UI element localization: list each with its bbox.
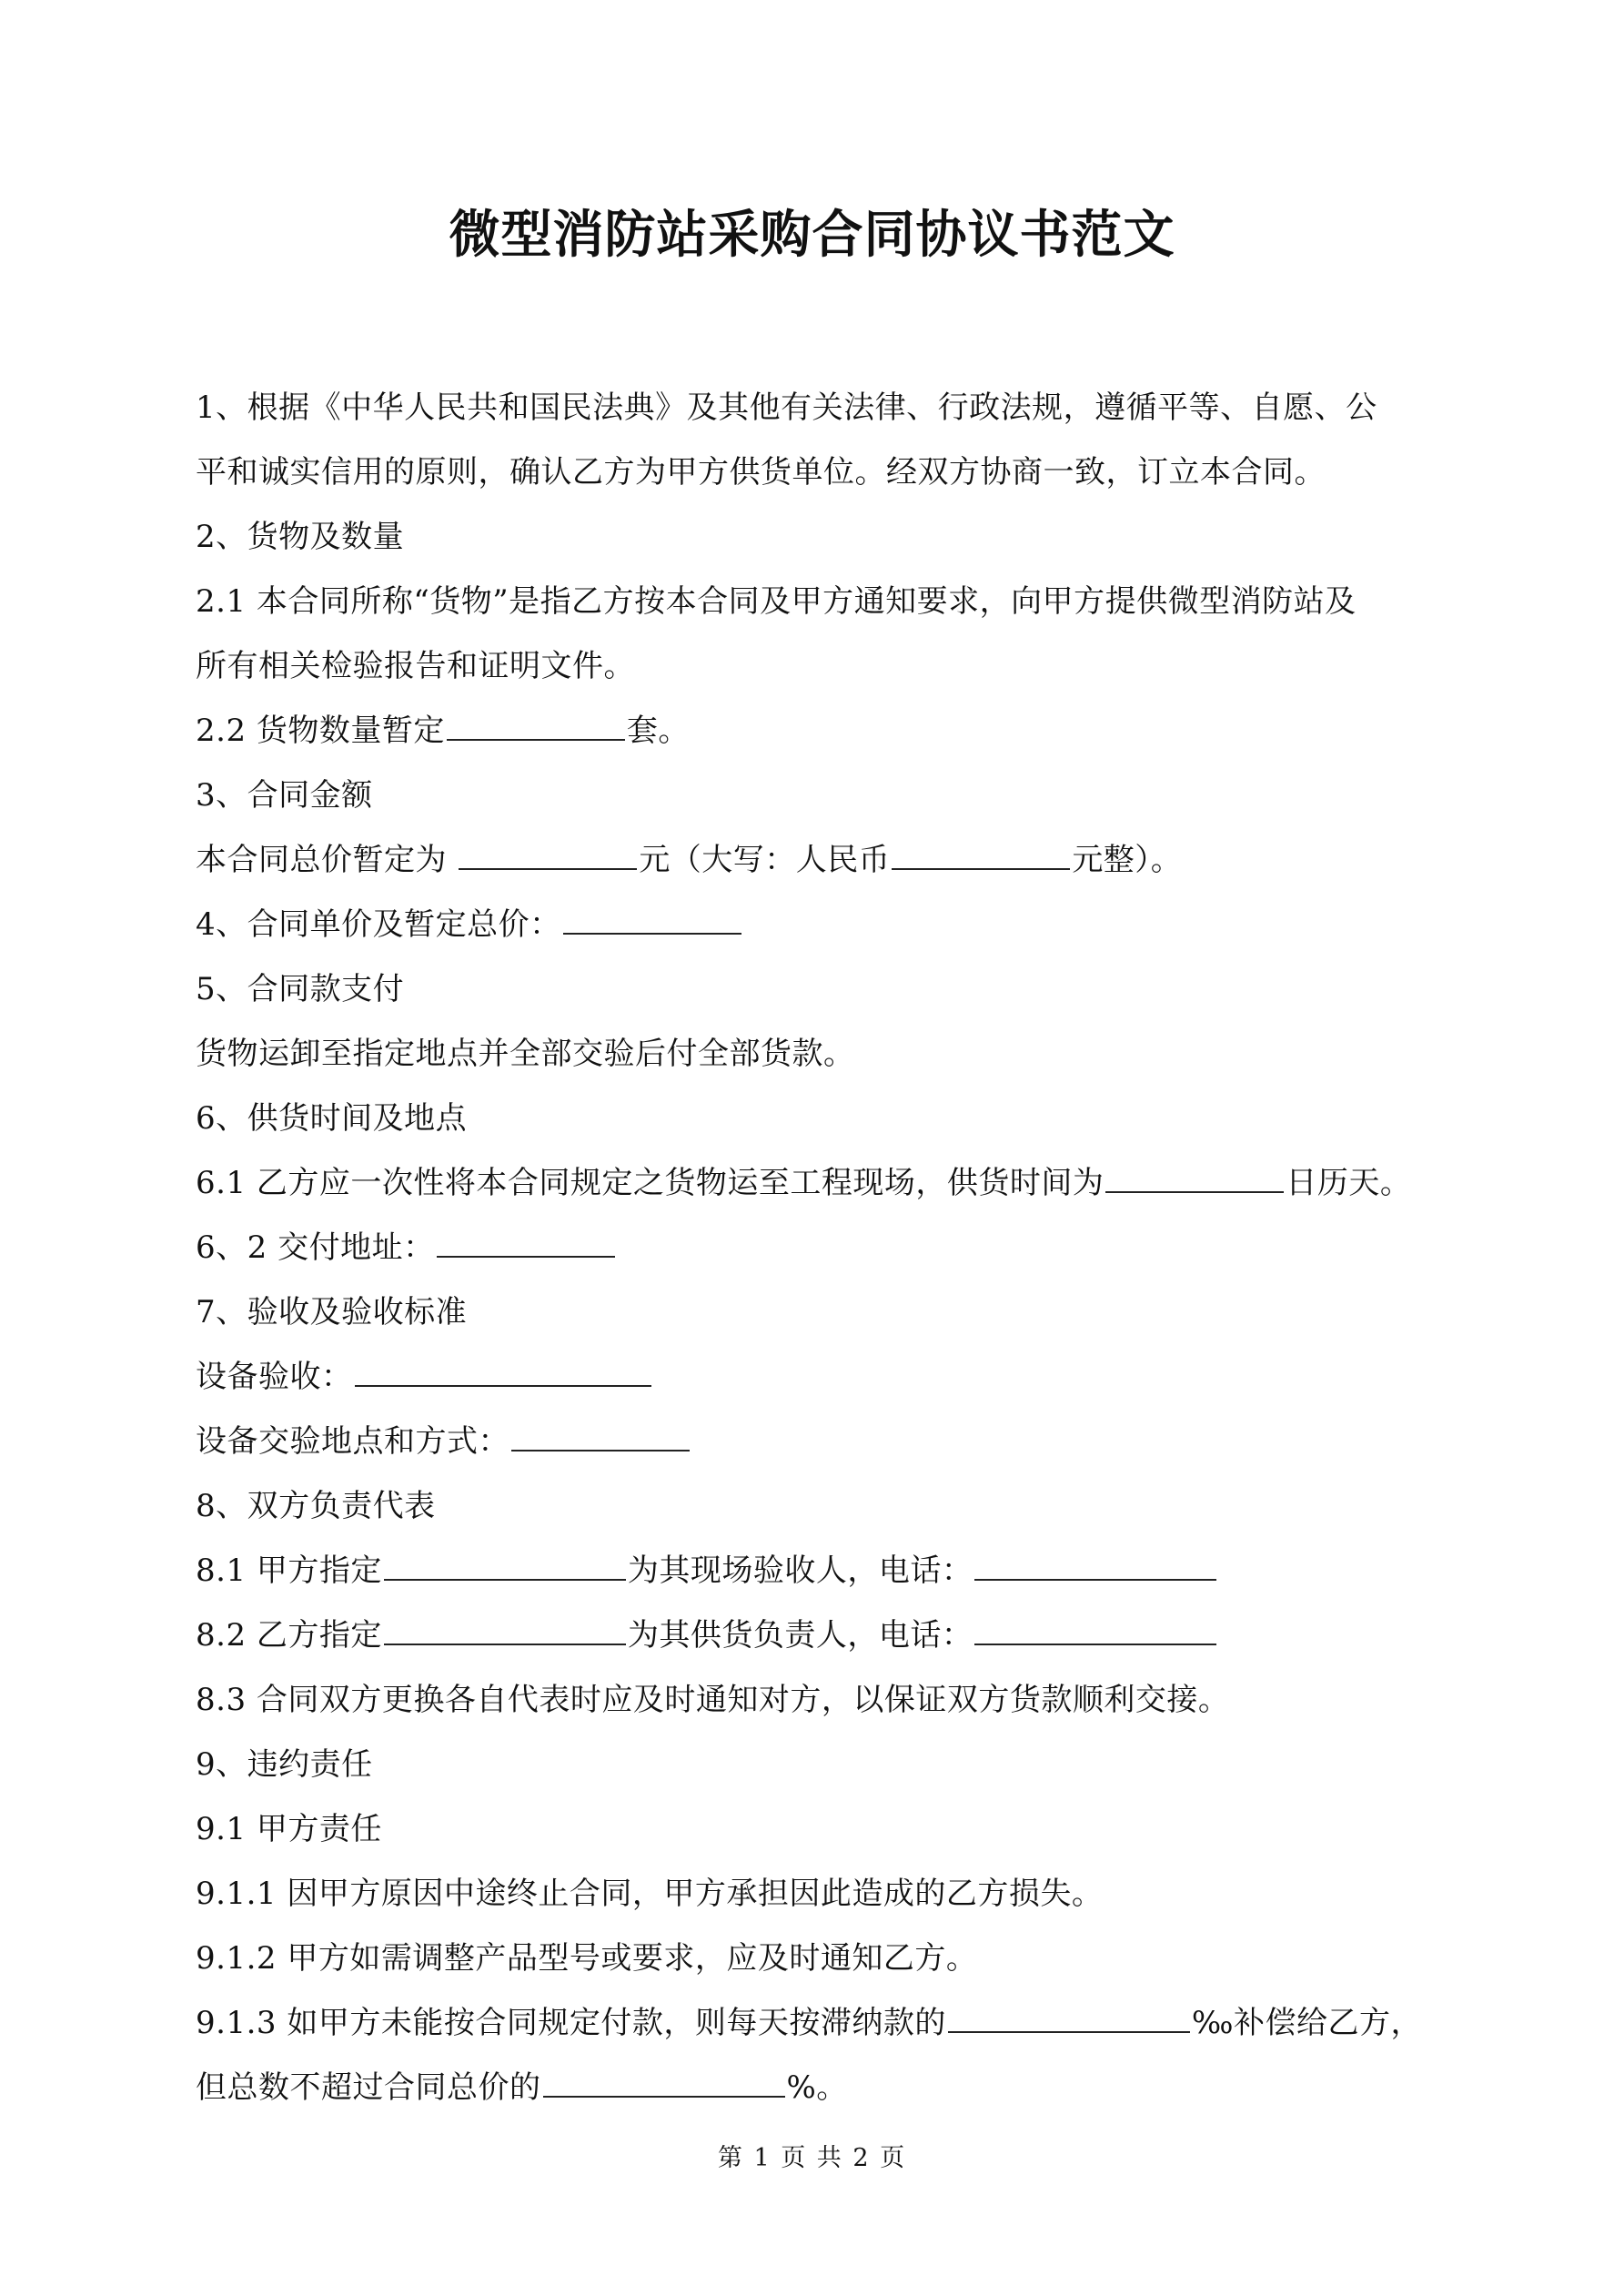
blank-field[interactable] (355, 1358, 651, 1387)
document-body (196, 376, 1442, 2120)
paragraph-line: 2.1 本合同所称“货物”是指乙方按本合同及甲方通知要求，向甲方提供微型消防站及 (196, 583, 1357, 620)
paragraph-line: 6、2 交付地址： (196, 1216, 1442, 1280)
paragraph-line: 货物运卸至指定地点并全部交验后付全部货款。 (196, 1036, 855, 1072)
paragraph-line: 1、根据《中华人民共和国民法典》及其他有关法律、行政法规，遵循平等、自愿、公 (196, 389, 1377, 426)
blank-field[interactable] (563, 905, 741, 935)
paragraph-line: 设备交验地点和方式： (196, 1410, 1442, 1474)
paragraph-line: 8.2 乙方指定 为其供货负责人，电话： (196, 1603, 1442, 1668)
section-heading: 9、违约责任 (196, 1746, 373, 1783)
blank-field[interactable] (384, 1616, 626, 1645)
blank-field[interactable] (974, 1616, 1216, 1645)
blank-field[interactable] (974, 1552, 1216, 1581)
blank-field[interactable] (543, 2068, 785, 2098)
blank-field[interactable] (447, 712, 625, 741)
paragraph-line: 6.1 乙方应一次性将本合同规定之货物运至工程现场，供货时间为 日历天。 (196, 1165, 1412, 1201)
blank-field[interactable] (948, 2004, 1190, 2033)
paragraph-line: 但总数不超过合同总价的 %。 (196, 2069, 848, 2106)
paragraph-line: 9.1 甲方责任 (196, 1811, 382, 1847)
section-heading: 8、双方负责代表 (196, 1488, 436, 1524)
blank-field[interactable] (511, 1422, 690, 1451)
section-heading: 2、货物及数量 (196, 519, 405, 555)
paragraph-line: 2.2 货物数量暂定 套。 (196, 713, 690, 749)
paragraph-line: 8.3 合同双方更换各自代表时应及时通知对方，以保证双方货款顺利交接。 (196, 1682, 1230, 1718)
paragraph-line: 8.1 甲方指定 为其现场验收人，电话： (196, 1539, 1442, 1603)
paragraph-line: 设备验收： (196, 1345, 1442, 1410)
section-heading: 6、供货时间及地点 (196, 1100, 468, 1137)
blank-field[interactable] (1105, 1164, 1284, 1193)
paragraph-line: 本合同总价暂定为 元（大写：人民币 元整）。 (196, 842, 1183, 878)
document-title: 微型消防站采购合同协议书范文 (449, 205, 1175, 265)
paragraph-line: 9.1.3 如甲方未能按合同规定付款，则每天按滞纳款的 ‰补偿给乙方， (196, 2005, 1422, 2041)
blank-field[interactable] (384, 1552, 626, 1581)
section-heading: 5、合同款支付 (196, 971, 405, 1007)
blank-field[interactable] (892, 841, 1070, 870)
blank-field[interactable] (459, 841, 637, 870)
paragraph-line: 9.1.2 甲方如需调整产品型号或要求，应及时通知乙方。 (196, 1940, 978, 1977)
section-heading: 7、验收及验收标准 (196, 1294, 468, 1330)
blank-field[interactable] (437, 1229, 615, 1258)
section-heading: 4、合同单价及暂定总价： (196, 893, 1442, 957)
paragraph-line: 所有相关检验报告和证明文件。 (196, 648, 635, 684)
paragraph-line: 9.1.1 因甲方原因中途终止合同，甲方承担因此造成的乙方损失。 (196, 1876, 1104, 1912)
paragraph-line: 平和诚实信用的原则，确认乙方为甲方供货单位。经双方协商一致，订立本合同。 (196, 454, 1326, 491)
section-heading: 3、合同金额 (196, 777, 373, 814)
page-number: 第 1 页 共 2 页 (717, 2144, 907, 2172)
